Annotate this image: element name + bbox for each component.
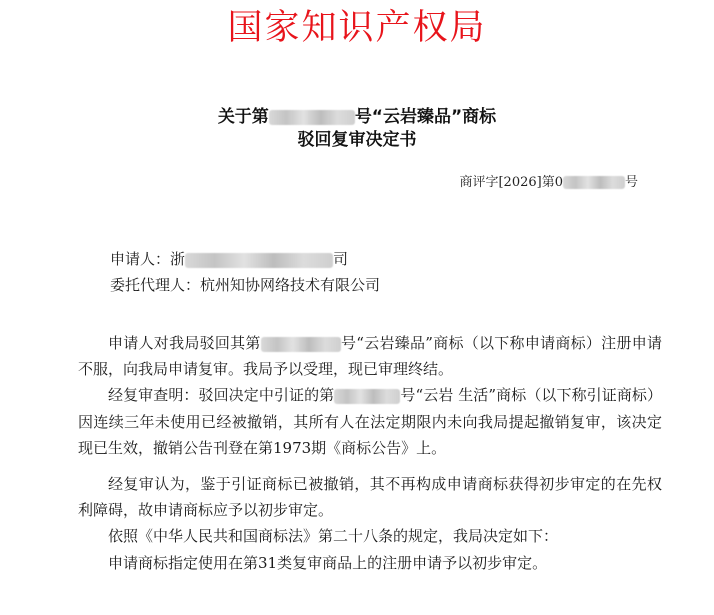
applicant-label: 申请人： <box>110 250 171 268</box>
p1-suffix: 号“云岩臻品”商标（以下称申请商标）注册申请不服，向我局申请复审。我局予以受理，现已审理终结。 <box>78 334 662 379</box>
paragraph-findings <box>78 382 662 461</box>
applicant-row <box>110 246 380 272</box>
document-title <box>0 106 714 151</box>
paragraph-legal-basis: 依照《中华人民共和国商标法》第二十八条的规定，我局决定如下： <box>108 527 559 546</box>
title-line1 <box>218 107 496 127</box>
p2-suffix: 号“云岩 生活”商标（以下称引证商标）因连续三年未使用已经被撤销，其所有人在法定期限内未向我局提起撤销复审，该决定现已生效，撤销公告刊登在第1973期《商标公告》上。 <box>78 386 662 457</box>
decision-body <box>78 330 662 576</box>
paragraph-application <box>78 330 662 382</box>
paragraph-reasoning: 经复审认为，鉴于引证商标已被撤销，其不再构成申请商标获得初步审定的在先权利障碍，故申请商标应予以初步审定。 <box>78 475 662 520</box>
issuing-authority-header: 国家知识产权局 <box>227 8 487 48</box>
decision-number <box>459 174 638 192</box>
agent-name: 杭州知协网络技术有限公司 <box>200 276 381 294</box>
p1-prefix: 申请人对我局驳回其第 <box>108 334 261 352</box>
title-prefix: 关于第 <box>217 107 269 127</box>
decision-number-prefix: 商评字[2026]第0 <box>459 175 563 190</box>
redacted-decision-number <box>563 176 625 189</box>
parties-block <box>110 246 380 298</box>
redacted-application-number <box>269 110 355 125</box>
paragraph-decision: 申请商标指定使用在第31类复审商品上的注册申请予以初步审定。 <box>108 553 548 572</box>
title-suffix: 号“云岩臻品”商标 <box>354 107 497 127</box>
agent-label: 委托代理人： <box>110 276 201 294</box>
decision-number-suffix: 号 <box>624 175 638 190</box>
p2-prefix: 经复审查明：驳回决定中引证的第 <box>108 386 335 405</box>
agent-row <box>110 272 380 298</box>
redacted-cited-mark-number <box>334 389 400 404</box>
redacted-applicant-name <box>185 253 333 268</box>
redacted-application-number-body <box>261 337 341 352</box>
title-line2: 驳回复审决定书 <box>297 130 417 150</box>
applicant-name-start: 浙 <box>170 250 186 268</box>
applicant-name-end: 司 <box>333 250 349 268</box>
